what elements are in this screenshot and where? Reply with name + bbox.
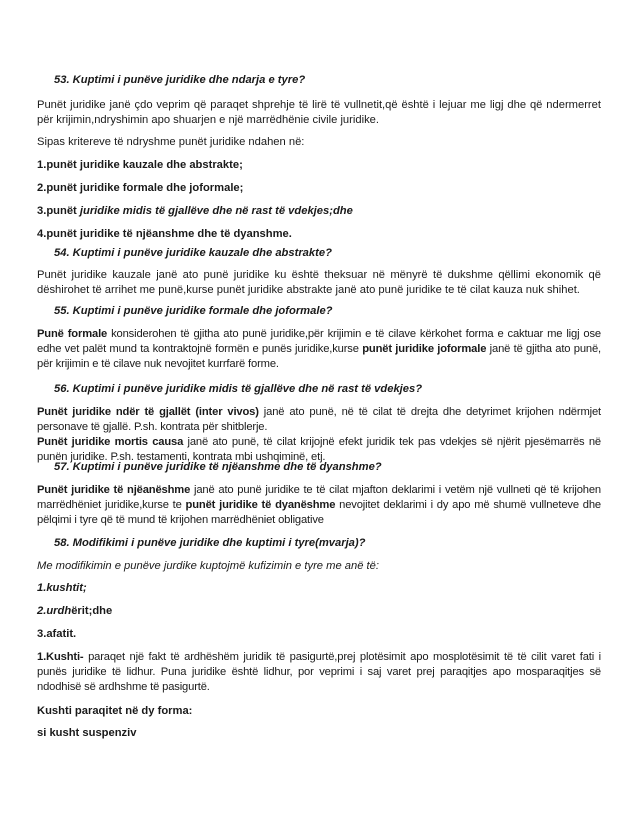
paragraph-58-forms: Kushti paraqitet në dy forma: (37, 705, 193, 717)
paragraph-57: Punët juridike të njëanëshme janë ato punë juridike te të cilat mjafton deklarimi i vetëm një vullneti që të krijohen marrëdhëniet juridike,kurse te punët juridike të dyanëshme nevojitet deklarimi i dy apo më shumë vullneteve dhe pëlqimi i tyre që të mund të krijohen marrëdhëniet obligative (37, 484, 601, 526)
heading-58: 58. Modifikimi i punëve juridike dhe kuptimi i tyre(mvarja)? (54, 537, 366, 549)
paragraph-53-definition: Punët juridike janë çdo veprim që paraqet shprehje të lirë të vullnetit,që është i lejuar me ligj dhe që ndermerret për krijimin,ndryshimin apo shuarjen e një marrëdhënie civile juridike. (37, 99, 601, 126)
paragraph-53-intro: Sipas kritereve të ndryshme punët juridike ndahen në: (37, 136, 305, 148)
heading-57: 57. Kuptimi i punëve juridike të njëanshme dhe të dyanshme? (54, 461, 382, 473)
heading-55: 55. Kuptimi i punëve juridike formale dhe joformale? (54, 305, 333, 317)
heading-54: 54. Kuptimi i punëve juridike kauzale dhe abstrakte? (54, 247, 332, 259)
paragraph-58-condition: 1.Kushti- paraqet një fakt të ardhëshëm juridik të pasigurtë,prej plotësimit apo mosplotësimit të të cilit varet fati i punës juridike të lidhur. Puna juridike është lidhur, por veprimi i saj varet prej paraqitjes apo mosparaqitjes së ndodhisë së ardhshme të pasigurtë. (37, 651, 601, 693)
list-item-58-1: 1.kushtit; (37, 582, 87, 594)
list-item-53-3: 3.punët juridike midis të gjallëve dhe në rast të vdekjes;dhe (37, 205, 353, 217)
list-item-53-2: 2.punët juridike formale dhe joformale; (37, 182, 244, 194)
list-item-53-4: 4.punët juridike të njëanshme dhe të dyanshme. (37, 228, 292, 240)
paragraph-58-intro: Me modifikimin e punëve jurdike kuptojmë kufizimin e tyre me anë të: (37, 560, 379, 572)
paragraph-55: Punë formale konsiderohen të gjitha ato punë juridike,për krijimin e të cilave kërkohet forma e caktuar me ligj ose edhe vet palët mund ta kontraktojnë formën e punës juridike,kurse punët juridike joformale janë të gjitha ato punë, për krijimin e të cilave nuk nevojitet kurrfarë forme. (37, 328, 601, 370)
list-item-53-1: 1.punët juridike kauzale dhe abstrakte; (37, 159, 243, 171)
paragraph-58-last: si kusht suspenziv (37, 727, 137, 739)
paragraph-56-mortis-causa: Punët juridike mortis causa janë ato punë, të cilat krijojnë efekt juridik tek pas vdekjes së njërit pjesëmarrës në punën juridike. P.sh. testamenti, kontrata mbi ushqiminë, etj. (37, 436, 601, 463)
list-item-58-2: 2.urdhërit;dhe (37, 605, 113, 617)
heading-53: 53. Kuptimi i punëve juridike dhe ndarja e tyre? (54, 74, 306, 86)
paragraph-54: Punët juridike kauzale janë ato punë juridike ku është theksuar në mënyrë të dukshme qëllimi ekonomik që dëshirohet të arrihet me punë,kurse punët juridike abstrakte janë ato punë juridike te të cilat kauza nuk shihet. (37, 269, 601, 296)
heading-56: 56. Kuptimi i punëve juridike midis të gjallëve dhe në rast të vdekjes? (54, 383, 423, 395)
list-item-58-3: 3.afatit. (37, 628, 77, 640)
paragraph-56-inter-vivos: Punët juridike ndër të gjallët (inter vivos) janë ato punë, në të cilat të drejta dhe detyrimet krijohen ndërmjet personave të gjallë. P.sh. kontrata për shitblerje. (37, 406, 601, 433)
